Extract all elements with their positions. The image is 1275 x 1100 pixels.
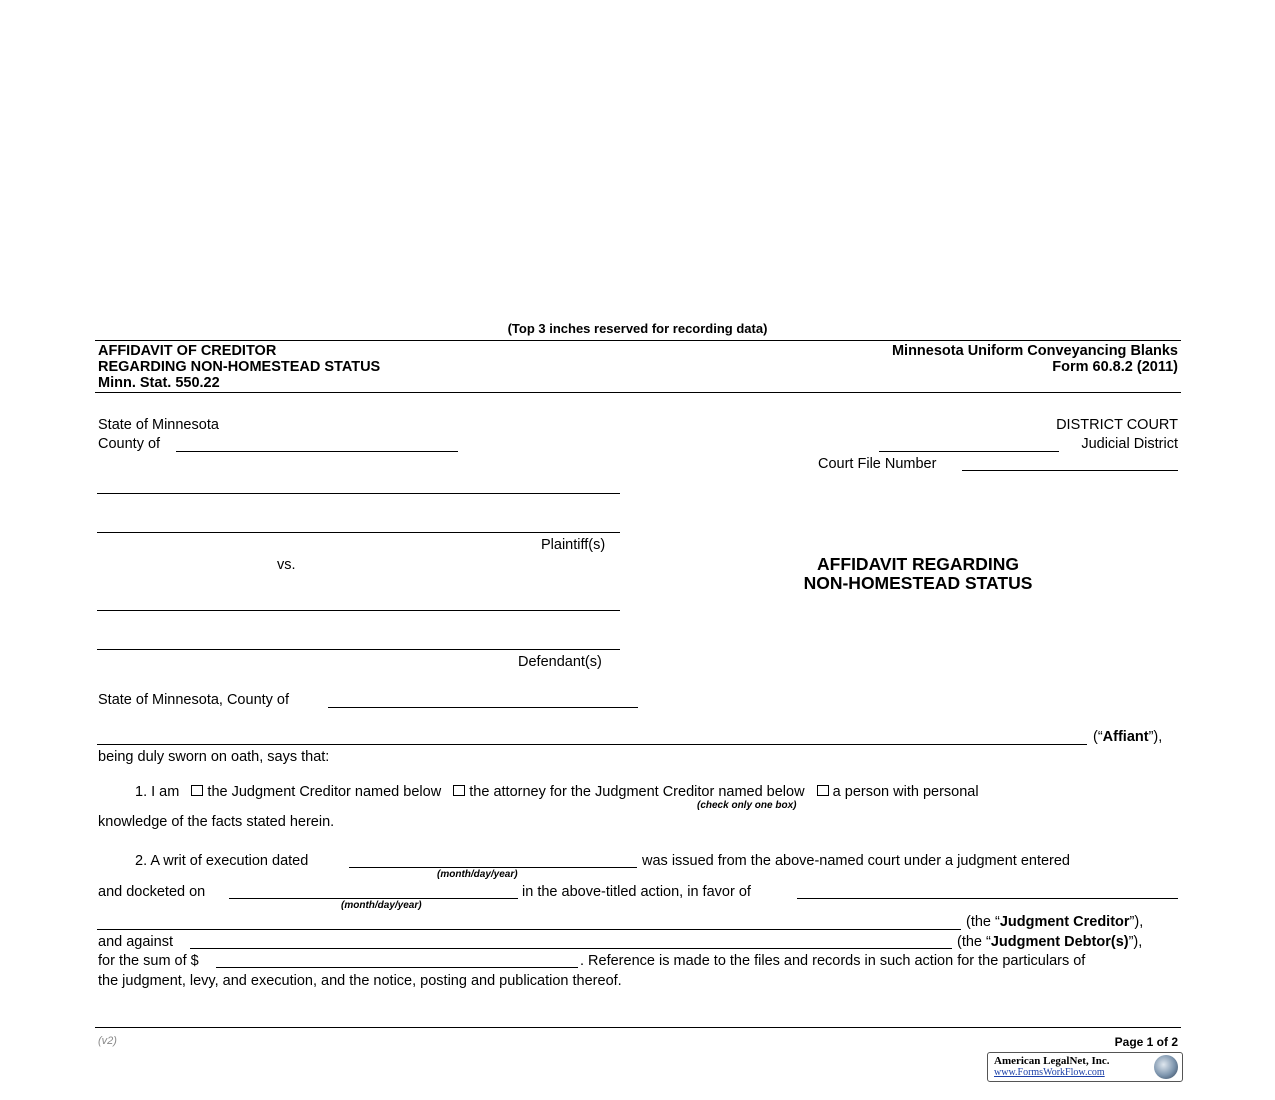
form-title-line2: REGARDING NON-HOMESTEAD STATUS [98,359,381,375]
court-name: DISTRICT COURT [1056,417,1178,433]
logo-url-link[interactable]: www.FormsWorkFlow.com [994,1067,1105,1078]
judgment-creditor-label: (the “Judgment Creditor”), [966,914,1144,930]
form-series: Minnesota Uniform Conveyancing Blanks [891,343,1178,359]
checkbox-judgment-creditor[interactable] [191,785,203,796]
against-label: and against [98,934,173,950]
closing-line: the judgment, levy, and execution, and the notice, posting and publication thereof. [98,973,622,989]
page-number: Page 1 of 2 [1114,1035,1178,1049]
paragraph-2-mid: was issued from the above-named court under a judgment entered [642,853,1070,869]
header-bottom-rule [95,392,1181,393]
logo-company-name: American LegalNet, Inc. [994,1055,1110,1067]
favor-label: in the above-titled action, in favor of [522,884,751,900]
checkbox-attorney[interactable] [453,785,465,796]
judicial-district-label: Judicial District [1081,436,1178,452]
globe-icon [1154,1055,1178,1079]
sum-amount-input[interactable] [216,967,578,968]
doc-title-line2: NON-HOMESTEAD STATUS [803,573,1033,593]
writ-date-input[interactable] [349,867,637,868]
versus-label: vs. [277,557,296,573]
paragraph-2-start: 2. A writ of execution dated [135,853,309,869]
judgment-creditor-input[interactable] [97,929,961,930]
plaintiffs-label: Plaintiff(s) [541,537,606,553]
american-legalnet-logo[interactable] [987,1052,1183,1082]
judicial-district-input[interactable] [879,451,1059,452]
plaintiff-name-input-1[interactable] [97,493,620,494]
affiant-name-input[interactable] [97,744,1087,745]
caption-county-label: County of [98,436,161,452]
affiant-label: (“Affiant”), [1093,729,1163,745]
check-one-hint: (check only one box) [697,800,797,811]
footer-rule [95,1027,1181,1028]
defendants-label: Defendant(s) [518,654,602,670]
recording-note: (Top 3 inches reserved for recording data) [507,321,768,336]
court-file-number-input[interactable] [962,470,1178,471]
county-input[interactable] [176,451,458,452]
statute-reference: Minn. Stat. 550.22 [98,375,220,391]
writ-date-hint: (month/day/year) [437,869,518,880]
sworn-statement: being duly sworn on oath, says that: [98,749,330,765]
doc-title-line1: AFFIDAVIT REGARDING [817,554,1019,574]
favor-name-input[interactable] [797,898,1178,899]
venue-label: State of Minnesota, County of [98,692,290,708]
paragraph-1-continued: knowledge of the facts stated herein. [98,814,335,830]
checkbox-personal-knowledge[interactable] [817,785,829,796]
court-file-label: Court File Number [818,456,937,472]
caption-state: State of Minnesota [98,417,219,433]
form-number: Form 60.8.2 (2011) [1052,359,1178,375]
defendant-name-input-2[interactable] [97,649,620,650]
defendant-name-input-1[interactable] [97,610,620,611]
judgment-debtor-label: (the “Judgment Debtor(s)”), [957,934,1143,950]
version-label: (v2) [98,1035,117,1047]
sum-reference-text: . Reference is made to the files and records in such action for the particulars of [580,953,1086,969]
plaintiff-name-input-2[interactable] [97,532,620,533]
header-top-rule [95,340,1181,341]
paragraph-1: 1. I am the Judgment Creditor named below the attorney for the Judgment Creditor named below a person with personal [135,784,979,800]
sum-label: for the sum of $ [98,953,199,969]
form-title-line1: AFFIDAVIT OF CREDITOR [98,343,277,359]
docketed-date-hint: (month/day/year) [341,900,422,911]
judgment-debtor-input[interactable] [190,948,952,949]
docketed-date-input[interactable] [229,898,518,899]
venue-county-input[interactable] [328,707,638,708]
docketed-label: and docketed on [98,884,206,900]
